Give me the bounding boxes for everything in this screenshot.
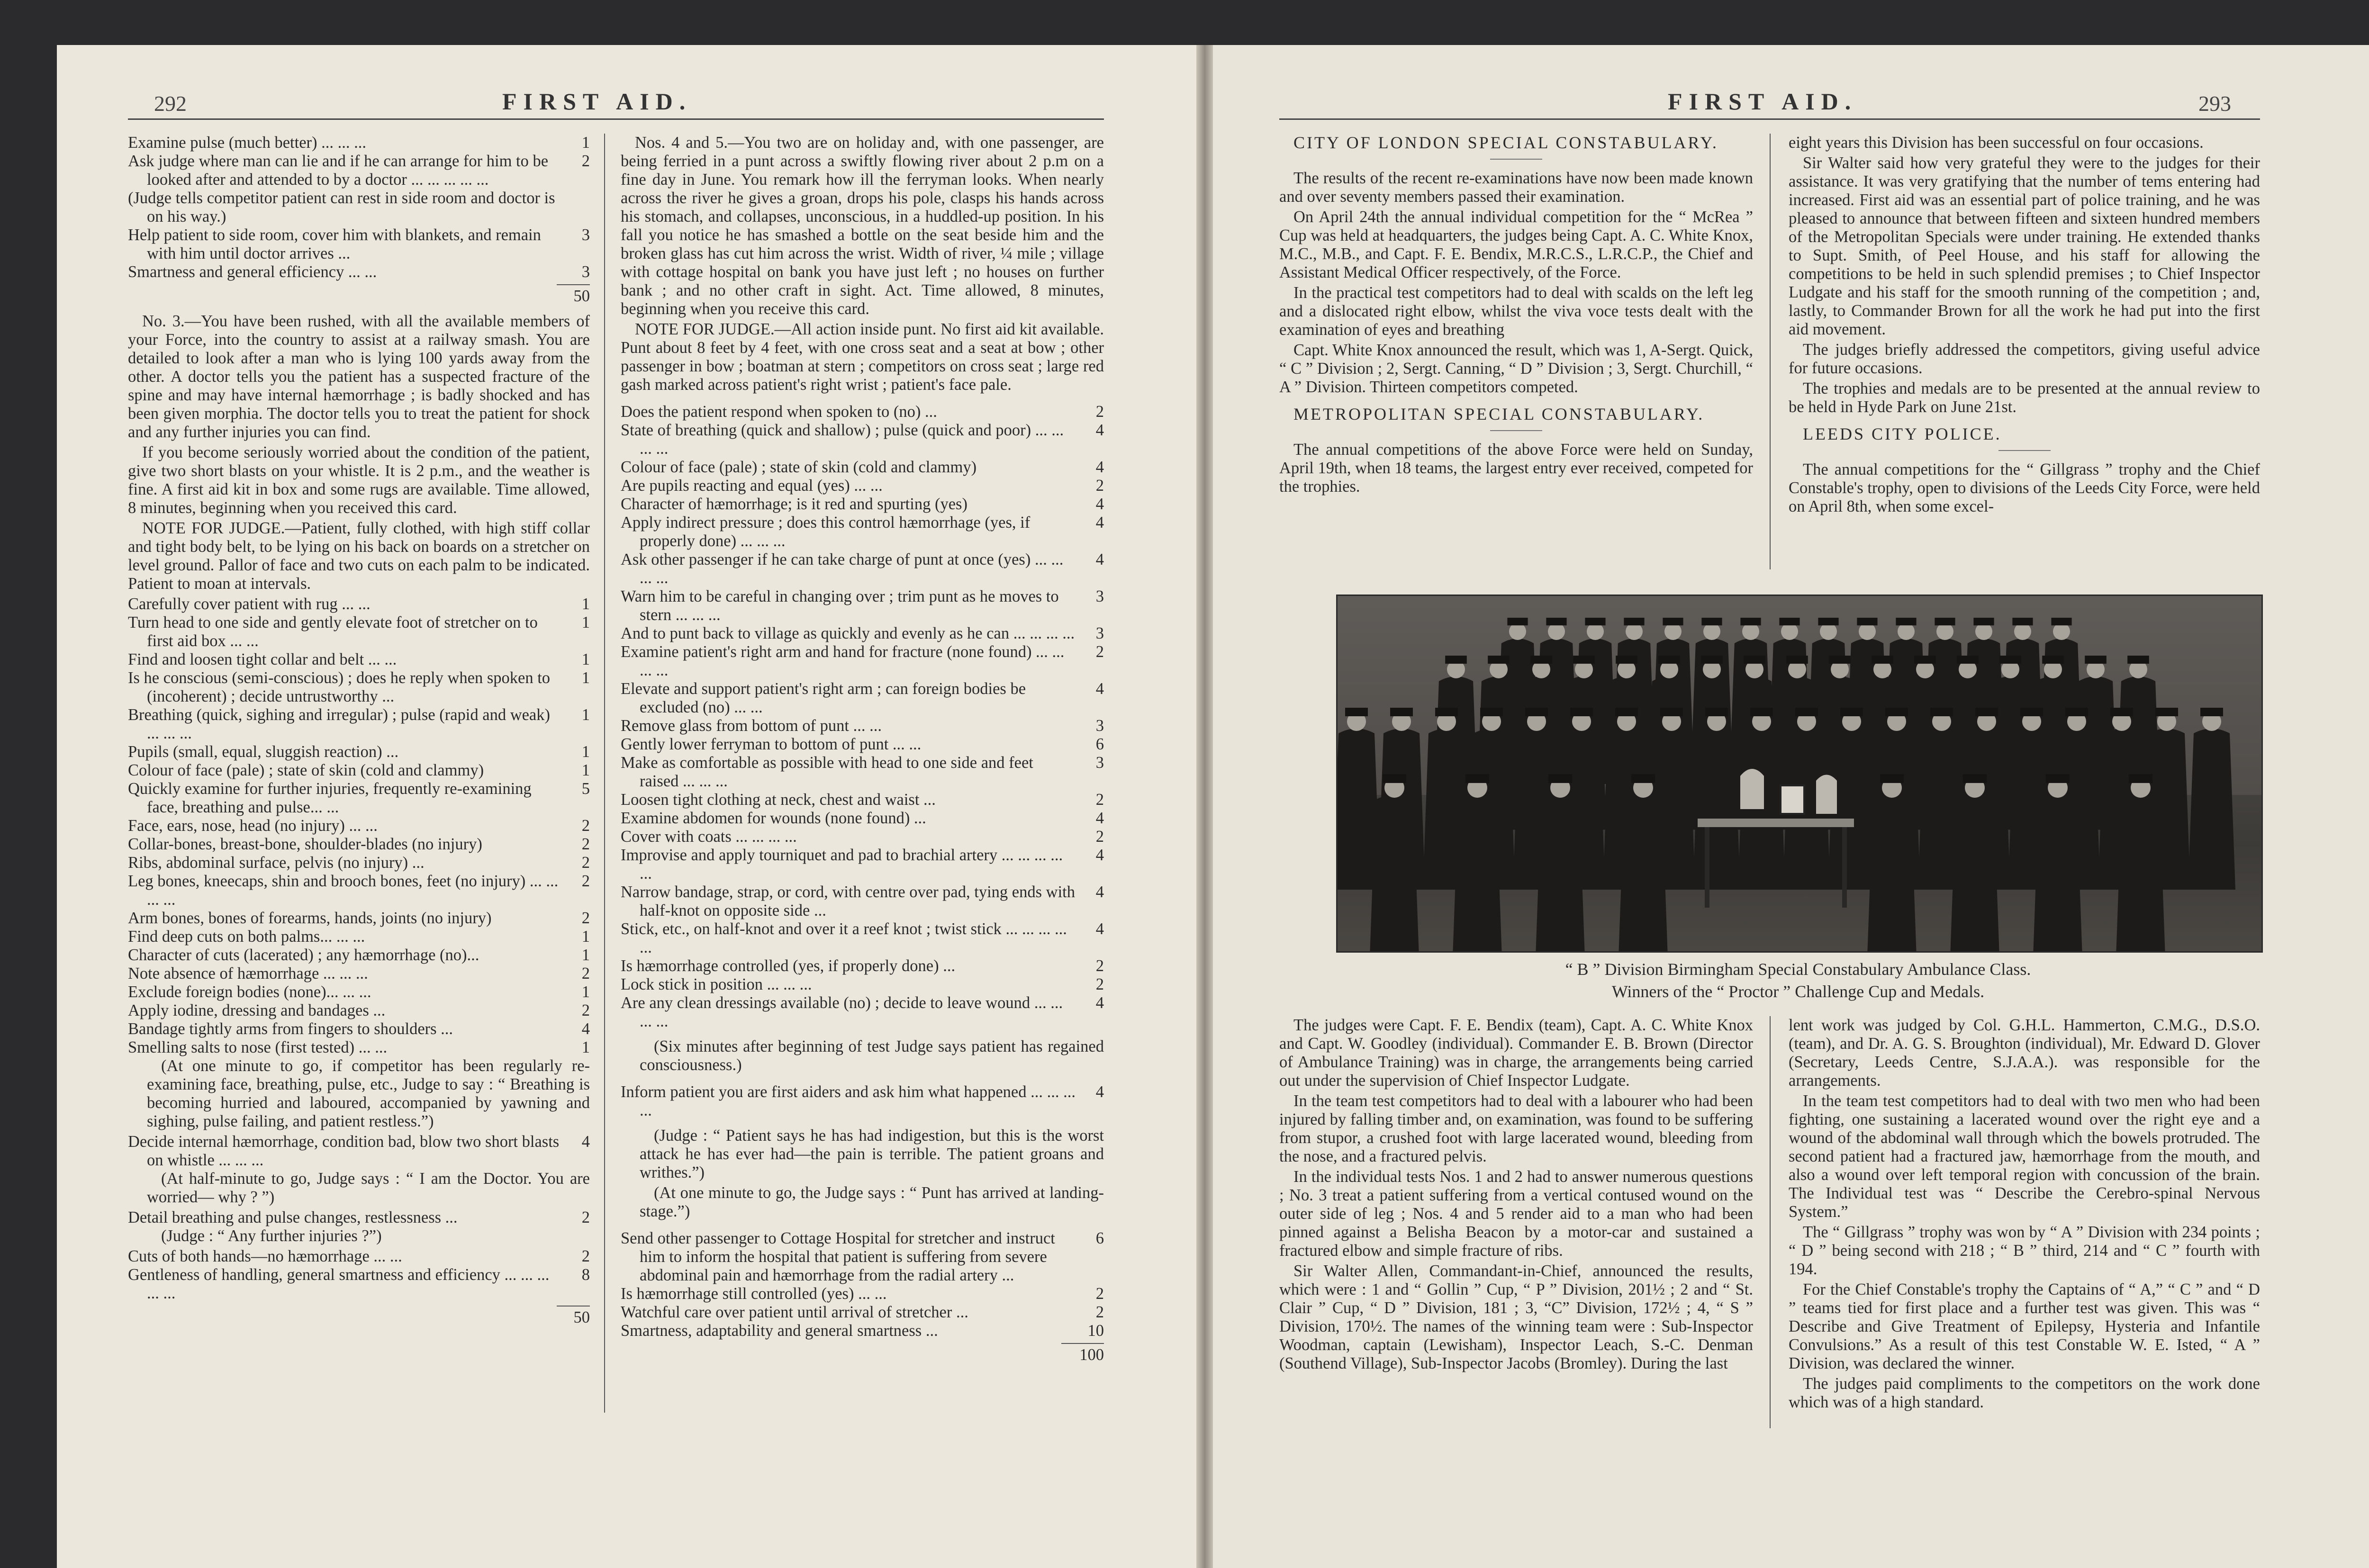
marking-item-text: Remove glass from bottom of punt ... ...	[621, 717, 882, 735]
marking-item	[128, 1038, 590, 1057]
marking-item-text: Pupils (small, equal, sluggish reaction) ...	[128, 743, 399, 761]
uniformed-figure	[1536, 774, 1585, 951]
column-divider	[1770, 1016, 1771, 1428]
article-paragraph: The judges briefly addressed the competitors, giving useful advice for future occasions.	[1789, 341, 2260, 377]
marking-item-marks: 4	[581, 1020, 590, 1038]
marking-item-text: Lock stick in position ... ... ...	[621, 975, 812, 993]
judge-instruction: (At half-minute to go, Judge says : “ I am the Doctor. You are worried— why ? ”)	[147, 1170, 590, 1206]
judge-instruction: (At one minute to go, the Judge says : “ Punt has arrived at landing-stage.”)	[640, 1184, 1104, 1220]
marking-item	[128, 595, 590, 613]
marking-item	[621, 975, 1104, 994]
right-column-3	[1279, 1016, 1753, 1375]
judge-instruction: (At one minute to go, if competitor has been regularly re-examining face, breathing, pulse, etc., Judge to say : “ Breathing is becoming hurried and laboured, accompanied by yawning and sighing, pulse failing, and patient restless.”)	[147, 1057, 590, 1130]
marking-item-text: Arm bones, bones of forearms, hands, joints (no injury)	[128, 909, 492, 927]
judge-instruction: (Six minutes after beginning of test Judge says patient has regained consciousness.)	[640, 1037, 1104, 1074]
marking-item	[621, 1285, 1104, 1303]
marking-item-marks: 2	[1095, 643, 1104, 661]
article-paragraph: The results of the recent re-examinations have now been made known and over seventy members passed their examination.	[1279, 169, 1753, 206]
marking-item-text: State of breathing (quick and shallow) ; pulse (quick and poor) ... ... ... ...	[621, 421, 1064, 458]
marking-item-text: Quickly examine for further injuries, frequently re-examining face, breathing and pulse... ...	[128, 780, 532, 816]
marking-item-marks	[561, 189, 590, 226]
marking-item-text: Note absence of hæmorrhage ... ... ...	[128, 964, 368, 982]
marking-item-marks: 1	[581, 669, 590, 687]
total-marks: 50	[557, 1306, 590, 1327]
marking-item-marks: 3	[1095, 587, 1104, 605]
marking-item	[128, 854, 590, 872]
marking-item-marks: 10	[1087, 1322, 1104, 1340]
marking-item	[128, 189, 590, 226]
marking-item-text: Is hæmorrhage still controlled (yes) ... ...	[621, 1285, 887, 1303]
uniformed-figure	[1370, 774, 1420, 951]
marking-item-marks: 1	[581, 1038, 590, 1056]
article-paragraph: For the Chief Constable's trophy the Captains of “ A,” “ C ” and “ D ” teams tied for first place and a further test was given. This was “ Describe and Give Treatment of Epilepsy, Hysteria and Infantile Convulsions.” As a result of this test Constable W. E. Isted, “ A ” Division, was declared the winner.	[1789, 1280, 2260, 1372]
marking-item-marks: 2	[1095, 828, 1104, 846]
marking-item-text: Character of cuts (lacerated) ; any hæmorrhage (no)...	[128, 946, 479, 964]
marking-item-marks: 2	[1095, 403, 1104, 421]
column-divider	[1770, 134, 1771, 569]
marking-item-marks: 4	[1095, 920, 1104, 938]
marking-item-marks: 4	[1095, 883, 1104, 901]
marking-item	[621, 1083, 1104, 1120]
marking-item-marks: 4	[581, 1133, 590, 1151]
judge-instruction: (Judge : “ Patient says he has had indigestion, but this is the worst attack he has ever had—the pain is terrible. The patient groans and writhes.”)	[640, 1126, 1104, 1181]
marking-item	[128, 964, 590, 983]
page-number-left: 292	[154, 91, 187, 116]
header-rule-right	[1279, 118, 2260, 120]
marking-item-marks: 1	[581, 983, 590, 1001]
marking-item-marks: 4	[1095, 994, 1104, 1012]
marking-item	[128, 650, 590, 669]
marking-item	[621, 477, 1104, 495]
article-paragraph: In the individual tests Nos. 1 and 2 had to answer numerous questions ; No. 3 treat a patient suffering from a vertical contused wound on the outer side of leg ; Nos. 4 and 5 render aid to a man who had been pinned against a Belisha Beacon by a motor-car and sustained a fractured elbow and simple fracture of ribs.	[1279, 1168, 1753, 1260]
marking-item-text: Detail breathing and pulse changes, restlessness ...	[128, 1208, 458, 1226]
marking-item-marks: 3	[581, 226, 590, 244]
uniformed-figure	[2188, 708, 2235, 890]
marking-item	[621, 514, 1104, 550]
marking-item-marks: 6	[1095, 735, 1104, 753]
marking-item-text: Elevate and support patient's right arm ; can foreign bodies be excluded (no) ... ...	[621, 680, 1026, 716]
uniformed-figure	[2033, 774, 2083, 951]
marking-item-text: Stick, etc., on half-knot and over it a reef knot ; twist stick ... ... ... ... ...	[621, 920, 1067, 956]
marking-item-marks: 2	[581, 909, 590, 927]
team-photograph-image	[1338, 596, 2261, 951]
marking-item	[128, 134, 590, 152]
marking-item	[128, 983, 590, 1001]
marking-item-marks: 1	[581, 134, 590, 152]
marking-item	[621, 403, 1104, 421]
marking-item-marks: 2	[1095, 957, 1104, 975]
marking-item	[621, 717, 1104, 735]
marking-item-text: Smelling salts to nose (first tested) ... ...	[128, 1038, 388, 1056]
running-header-left: FIRST AID.	[502, 88, 692, 115]
marking-item-text: Collar-bones, breast-bone, shoulder-blades (no injury)	[128, 835, 482, 853]
right-column-1	[1279, 134, 1753, 498]
section-heading: METROPOLITAN SPECIAL CONSTABULARY.	[1293, 405, 1705, 424]
marking-item-text: Leg bones, kneecaps, shin and brooch bones, feet (no injury) ... ... ... ...	[128, 872, 559, 909]
marking-item-text: Does the patient respond when spoken to (no) ...	[621, 403, 937, 421]
marking-item-marks: 3	[581, 263, 590, 281]
article-paragraph: Capt. White Knox announced the result, which was 1, A-Sergt. Quick, “ C ” Division ; 2, Sergt. Canning, “ D ” Division ; 3, Sergt. Churchill, “ A ” Division. Thirteen competitors competed.	[1279, 341, 1753, 396]
marking-item-text: Face, ears, nose, head (no injury) ... ...	[128, 817, 378, 835]
marking-item	[621, 957, 1104, 975]
marking-item-marks: 2	[581, 1208, 590, 1226]
marking-item-text: Examine pulse (much better) ... ... ...	[128, 134, 366, 152]
marking-item	[621, 994, 1104, 1031]
marking-item-marks: 2	[581, 872, 590, 890]
marking-item-marks: 4	[1095, 550, 1104, 568]
marking-item-text: And to punt back to village as quickly and evenly as he can ... ... ... ...	[621, 624, 1075, 642]
marking-item-text: Smartness and general efficiency ... ...	[128, 263, 377, 281]
marking-item-marks: 2	[581, 1247, 590, 1265]
marking-item-text: Are pupils reacting and equal (yes) ... ...	[621, 477, 883, 495]
marking-item-text: Smartness, adaptability and general smartness ...	[621, 1322, 938, 1340]
photo-caption: “ B ” Division Birmingham Special Constabulary Ambulance Class.	[1565, 960, 2031, 979]
marking-item-marks: 2	[581, 1001, 590, 1019]
marking-item	[128, 761, 590, 780]
marking-item	[621, 1229, 1104, 1285]
marking-item	[128, 669, 590, 706]
marking-item	[128, 909, 590, 928]
marking-item-text: Ask judge where man can lie and if he can arrange for him to be looked after and attended to by a doctor ... ... ... ... ...	[128, 152, 549, 189]
marking-item-text: Watchful care over patient until arrival of stretcher ...	[621, 1303, 968, 1321]
marking-item-marks: 2	[1095, 1285, 1104, 1303]
marking-item-marks: 2	[581, 835, 590, 853]
marking-item-text: Turn head to one side and gently elevate foot of stretcher on to first aid box ... ...	[128, 613, 538, 650]
marking-item-marks: 1	[581, 650, 590, 668]
marking-item-text: Bandage tightly arms from fingers to shoulders ...	[128, 1020, 453, 1038]
marking-item-marks: 4	[1095, 809, 1104, 827]
article-paragraph: lent work was judged by Col. G.H.L. Hammerton, C.M.G., D.S.O. (team), and Dr. A. G. S. Broughton (individual), Mr. Edward D. Glover (Secretary, Leeds Centre, S.J.A.A.). was responsible for the arrangements.	[1789, 1016, 2260, 1090]
marking-item-marks: 2	[581, 152, 590, 170]
marking-item	[128, 872, 590, 909]
marking-item-marks: 5	[581, 780, 590, 798]
marking-item-text: Colour of face (pale) ; state of skin (cold and clammy)	[128, 761, 484, 779]
marking-item-text: Examine abdomen for wounds (none found) ...	[621, 809, 926, 827]
marking-item-marks: 1	[581, 706, 590, 724]
marking-item-text: Narrow bandage, strap, or cord, with centre over pad, tying ends with half-knot on opposite side ...	[621, 883, 1075, 919]
scenario-paragraph: If you become seriously worried about the condition of the patient, give two short blasts on your whistle. It is 2 p.m., and the weather is fine. A first aid kit in box and some rugs are available. Time allowed, 8 minutes, beginning when you received this card.	[128, 443, 590, 517]
marking-item-text: Gently lower ferryman to bottom of punt ... ...	[621, 735, 922, 753]
marking-item	[621, 1322, 1104, 1340]
marking-item-text: Is he conscious (semi-conscious) ; does he reply when spoken to (incoherent) ; decide untrustworthy ...	[128, 669, 551, 705]
marking-item-marks: 2	[581, 964, 590, 982]
marking-item	[621, 680, 1104, 717]
marking-item	[128, 928, 590, 946]
marking-item	[128, 263, 590, 281]
marking-item-text: (Judge tells competitor patient can rest in side room and doctor is on his way.)	[128, 189, 555, 225]
article-paragraph: The trophies and medals are to be presented at the annual review to be held in Hyde Park on June 21st.	[1789, 379, 2260, 416]
marking-item-text: Ribs, abdominal surface, pelvis (no injury) ...	[128, 854, 425, 872]
marking-item-marks: 4	[1095, 1083, 1104, 1101]
marking-item-text: Are any clean dressings available (no) ; decide to leave wound ... ... ... ...	[621, 994, 1063, 1030]
marking-item-marks: 2	[1095, 1303, 1104, 1321]
marking-item-text: Cuts of both hands—no hæmorrhage ... ...	[128, 1247, 402, 1265]
judge-note: NOTE FOR JUDGE.—Patient, fully clothed, with high stiff collar and tight body belt, to be lying on his back on boards on a stretcher on level ground. Pallor of face and two cuts on each palm to be indicated. Patient to moan at intervals.	[128, 519, 590, 593]
marking-item	[128, 226, 590, 263]
marking-item-marks: 1	[581, 743, 590, 761]
marking-item-marks: 4	[1095, 495, 1104, 513]
marking-item	[621, 735, 1104, 754]
uniformed-figure	[1453, 774, 1502, 951]
article-paragraph: On April 24th the annual individual competition for the “ McRea ” Cup was held at headquarters, the judges being Capt. A. C. White Knox, M.C., M.B., and Capt. F. E. Bendix, M.R.C.S., L.R.C.P., the Chief and Assistant Medical Officer respectively, of the Force.	[1279, 208, 1753, 281]
marking-item	[621, 1303, 1104, 1322]
marking-item	[621, 883, 1104, 920]
running-header-right: FIRST AID.	[1668, 88, 1858, 115]
marking-item-marks: 6	[1095, 1229, 1104, 1247]
judge-instruction: (Judge : “ Any further injuries ?”)	[161, 1227, 382, 1245]
marking-item	[621, 643, 1104, 680]
marking-item-marks: 2	[581, 817, 590, 835]
article-paragraph: In the team test competitors had to deal with a labourer who had been injured by falling timber and, on examination, was found to be suffering from stupor, a crushed foot with large lacerated wound, bleeding from the nose, and a fractured pelvis.	[1279, 1092, 1753, 1165]
marking-item	[621, 495, 1104, 514]
marking-item-marks: 2	[581, 854, 590, 872]
marking-item	[128, 1133, 590, 1170]
marking-item-text: Find deep cuts on both palms... ... ...	[128, 928, 365, 946]
marking-item-marks: 2	[1095, 791, 1104, 809]
marking-item-text: Help patient to side room, cover him with blankets, and remain with him until doctor arrives ...	[128, 226, 541, 262]
article-paragraph: In the team test competitors had to deal with two men who had been fighting, one sustaining a lacerated wound over the right eye and a wound of the abdominal wall through which the bowels protruded. The second patient had a fractured jaw, hæmorrhage from the mouth, and also a wound over left temporal region with concussion of the brain. The Individual test was “ Describe the Cerebro-spinal Nervous System.”	[1789, 1092, 2260, 1221]
marking-item	[128, 613, 590, 650]
marking-item-text: Loosen tight clothing at neck, chest and waist ...	[621, 791, 936, 809]
marking-item	[621, 458, 1104, 477]
marking-item-marks: 3	[1095, 754, 1104, 772]
marking-item-text: Improvise and apply tourniquet and pad to brachial artery ... ... ... ... ...	[621, 846, 1063, 883]
photo-caption: Winners of the “ Proctor ” Challenge Cup and Medals.	[1611, 982, 1985, 1001]
marking-item	[621, 846, 1104, 883]
marking-item-text: Character of hæmorrhage; is it red and spurting (yes)	[621, 495, 967, 513]
marking-item	[621, 550, 1104, 587]
marking-item-marks: 1	[581, 613, 590, 631]
marking-item-marks: 1	[581, 761, 590, 779]
article-paragraph: The judges paid compliments to the competitors on the work done which was of a high standard.	[1789, 1375, 2260, 1411]
marking-item-marks: 4	[1095, 421, 1104, 439]
marking-item	[621, 809, 1104, 828]
article-paragraph: The “ Gillgrass ” trophy was won by “ A ” Division with 234 points ; “ D ” being second with 218 ; “ B ” third, 214 and “ C ” fourth with 194.	[1789, 1223, 2260, 1278]
uniformed-figure	[1867, 774, 1917, 951]
column-divider	[604, 134, 605, 1413]
marking-item-text: Colour of face (pale) ; state of skin (cold and clammy)	[621, 458, 977, 476]
marking-item-marks: 1	[581, 928, 590, 946]
marking-item-text: Make as comfortable as possible with head to one side and feet raised ... ... ...	[621, 754, 1033, 790]
left-column-1	[128, 134, 590, 1327]
marking-item-marks: 4	[1095, 846, 1104, 864]
scenario-paragraph: No. 3.—You have been rushed, with all the available members of your Force, into the country to assist at a railway smash. You are detailed to look after a man who is lying 100 yards away from the other. A doctor tells you the patient has a suspected fracture of the spine and may have internal hæmorrhage ; is badly shocked and has been given morphia. The doctor tells you to treat the patient for shock and any further injuries you can find.	[128, 312, 590, 441]
marking-item-text: Exclude foreign bodies (none)... ... ...	[128, 983, 371, 1001]
marking-item	[128, 1266, 590, 1303]
marking-item-text: Examine patient's right arm and hand for fracture (none found) ... ... ... ...	[621, 643, 1065, 679]
marking-item-text: Apply indirect pressure ; does this control hæmorrhage (yes, if properly done) ... ... ...	[621, 514, 1031, 550]
marking-item-text: Apply iodine, dressing and bandages ...	[128, 1001, 386, 1019]
marking-item-marks: 8	[581, 1266, 590, 1284]
marking-item-marks: 4	[1095, 680, 1104, 698]
marking-item-marks: 3	[1095, 624, 1104, 642]
right-column-2	[1789, 134, 2260, 518]
marking-item-text: Inform patient you are first aiders and ask him what happened ... ... ... ...	[621, 1083, 1076, 1119]
page-number-right: 293	[2198, 91, 2231, 116]
uniformed-figure	[1950, 774, 2000, 951]
total-marks: 50	[557, 284, 590, 306]
right-column-4	[1789, 1016, 2260, 1414]
marking-item-text: Breathing (quick, sighing and irregular) ; pulse (rapid and weak) ... ... ...	[128, 706, 550, 742]
uniformed-figure	[1693, 708, 1740, 890]
total-marks: 100	[1061, 1343, 1104, 1364]
article-paragraph: eight years this Division has been successful on four occasions.	[1789, 134, 2204, 152]
marking-item	[128, 706, 590, 743]
marking-item	[621, 920, 1104, 957]
team-photograph	[1336, 595, 2263, 953]
marking-item	[621, 754, 1104, 791]
marking-item-text: Cover with coats ... ... ... ...	[621, 828, 797, 846]
marking-item-marks: 3	[1095, 717, 1104, 735]
marking-item-text: Is hæmorrhage controlled (yes, if properly done) ...	[621, 957, 956, 975]
marking-item	[128, 817, 590, 835]
article-paragraph: The annual competitions of the above Force were held on Sunday, April 19th, when 18 teams, the largest entry ever received, competed for the trophies.	[1279, 441, 1753, 496]
uniformed-figure	[2116, 774, 2166, 951]
marking-item-text: Find and loosen tight collar and belt ... ...	[128, 650, 397, 668]
marking-item	[128, 780, 590, 817]
marking-item	[128, 946, 590, 964]
uniformed-figure	[1619, 774, 1668, 951]
article-paragraph: In the practical test competitors had to deal with scalds on the left leg and a dislocated right elbow, whilst the viva voce tests dealt with the examination of eyes and breathing	[1279, 284, 1753, 339]
marking-item	[128, 1208, 590, 1227]
header-rule-left	[128, 118, 1104, 120]
marking-item	[621, 828, 1104, 846]
book-spine	[1196, 45, 1213, 1568]
article-paragraph: Sir Walter said how very grateful they were to the judges for their assistance. It was very gratifying that the number of tems entering had increased. First aid was an essential part of police training, and he was pleased to announce that between fifteen and sixteen hundred members of the Metropolitan Specials were under training. He extended thanks to Supt. Smith, of Peel House, and his staff for allowing the competitions to be held in such splendid premises ; to Chief Inspector Ludgate and his staff for the smooth running of the competition ; and, lastly, to Commander Brown for all the work he had put into the first aid movement.	[1789, 154, 2260, 338]
marking-item	[621, 791, 1104, 809]
marking-item	[621, 624, 1104, 643]
scenario-paragraph: Nos. 4 and 5.—You two are on holiday and, with one passenger, are being ferried in a punt across a swiftly flowing river about 2 p.m on a fine day in June. You remark how ill the ferryman looks. When nearly across the river he gives a groan, drops his pole, clasps his hands across his stomach, and collapses, unconscious, in a huddled-up position. In his fall you notice he has smashed a bottle on the seat beside him and the broken glass has cut him across the wrist. Width of river, ¼ mile ; village with cottage hospital on bank you have just left ; no houses on further bank ; and no other craft in sight. Act. Time allowed, 8 minutes, beginning when you receive this card.	[621, 134, 1104, 318]
marking-item	[621, 421, 1104, 458]
marking-item	[128, 1247, 590, 1266]
marking-item	[128, 835, 590, 854]
marking-item-marks: 1	[581, 946, 590, 964]
marking-item-text: Ask other passenger if he can take charge of punt at once (yes) ... ... ... ...	[621, 550, 1064, 587]
judge-note: NOTE FOR JUDGE.—All action inside punt. No first aid kit available. Punt about 8 feet by 4 feet, with one cross seat and a seat at bow ; other passenger in bow ; boatman at stern ; competitors on cross seat ; large red gash marked across patient's right wrist ; patient's face pale.	[621, 320, 1104, 394]
marking-item-text: Carefully cover patient with rug ... ...	[128, 595, 371, 613]
marking-item-text: Decide internal hæmorrhage, condition bad, blow two short blasts on whistle ... ... ...	[128, 1133, 560, 1169]
marking-item-marks: 4	[1095, 514, 1104, 532]
article-paragraph: The judges were Capt. F. E. Bendix (team), Capt. A. C. White Knox and Capt. W. Goodley (individual). Commander E. B. Brown (Director of Ambulance Training) was in charge, the arrangements being carried out under the supervision of Chief Inspector Ludgate.	[1279, 1016, 1753, 1090]
marking-item-marks: 1	[581, 595, 590, 613]
article-paragraph: The annual competitions for the “ Gillgrass ” trophy and the Chief Constable's trophy, open to divisions of the Leeds City Force, were held on April 8th, when some excel-	[1789, 460, 2260, 515]
left-column-2	[621, 134, 1104, 1364]
marking-item	[128, 1001, 590, 1020]
marking-item-text: Gentleness of handling, general smartness and efficiency ... ... ... ... ...	[128, 1266, 550, 1302]
marking-item	[128, 1020, 590, 1038]
marking-item-marks: 4	[1095, 458, 1104, 476]
marking-item	[128, 152, 590, 189]
section-heading: LEEDS CITY POLICE.	[1803, 424, 2002, 443]
marking-item-text: Send other passenger to Cottage Hospital for stretcher and instruct him to inform the hospital that patient is suffering from severe abdominal pain and hæmorrhage from the radial artery ...	[621, 1229, 1055, 1284]
marking-item	[621, 587, 1104, 624]
article-paragraph: Sir Walter Allen, Commandant-in-Chief, announced the results, which were : 1 and “ Gollin ” Cup, “ P ” Division, 201½ ; 2 and “ St. Clair ” Cup, “ D ” Division, 181 ; 3, “C” Division, 172½ ; 4, “ S ” Division, 170½. The names of the winning team were : Sub-Inspector Woodman, captain (Lewisham), Inspector Leach, S.-C. Denman (Southend Village), Sub-Inspector Jacobs (Bromley). During the last	[1279, 1262, 1753, 1372]
marking-item-marks: 2	[1095, 477, 1104, 495]
section-heading: CITY OF LONDON SPECIAL CONSTABULARY.	[1293, 133, 1718, 152]
marking-item	[128, 743, 590, 761]
marking-item-text: Warn him to be careful in changing over ; trim punt as he moves to stern ... ... ...	[621, 587, 1059, 624]
marking-item-marks: 2	[1095, 975, 1104, 993]
